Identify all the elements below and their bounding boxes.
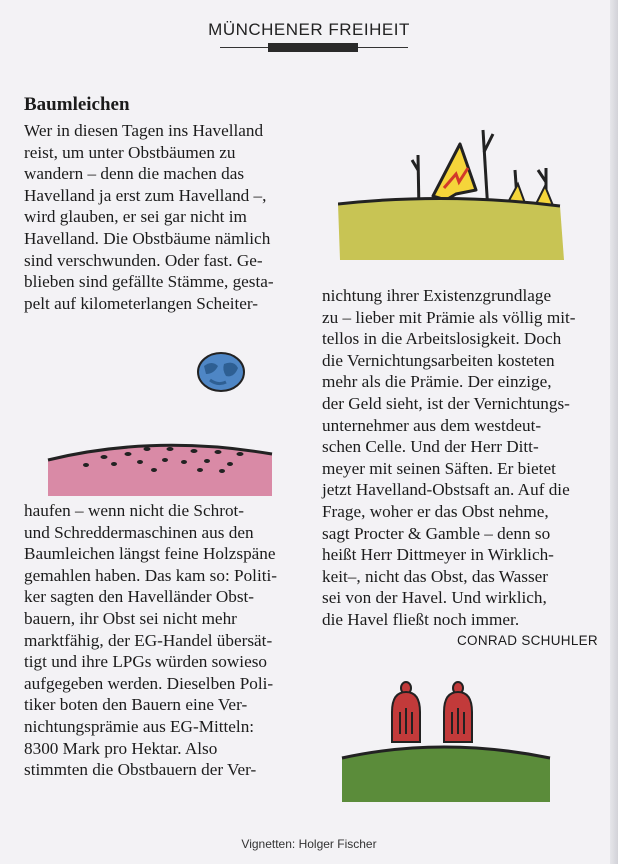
column-1-top-line: reist, um unter Obstbäumen zu: [24, 142, 236, 162]
tree-branch: [484, 134, 493, 152]
column-1-bottom-line: haufen – wenn nicht die Schrot-: [24, 501, 245, 520]
column-1-bottom-line: stimmten die Obstbauern der Ver-: [24, 760, 257, 780]
globe-illustration: [196, 350, 248, 394]
column-1-bottom-line: bauern, ihr Obst sei nicht mehr: [24, 608, 237, 628]
column-2-line: die Vernichtungsarbeiten kosteten: [322, 350, 555, 370]
column-2-line: meyer mit seinen Säften. Er bietet: [322, 458, 556, 478]
column-1-top-line: Havelland. Die Obstbäume nämlich: [24, 228, 271, 248]
column-2-line: zu – lieber mit Prämie als völlig mit-: [322, 307, 576, 327]
column-2-line: nichtung ihrer Existenzgrundlage: [322, 286, 552, 305]
column-2-line: heißt Herr Dittmeyer in Wirklich-: [322, 545, 554, 565]
column-1-top-line: pelt auf kilometerlangen Scheiter-: [24, 293, 258, 313]
burning-trees-illustration: [338, 122, 568, 262]
illustration-credit: Vignetten: Holger Fischer: [241, 837, 377, 851]
flame-shape: [433, 144, 476, 200]
column-2-line: unternehmer aus dem westdeut-: [322, 415, 542, 435]
green-hill: [338, 198, 564, 260]
section-title: MÜNCHENER FREIHEIT: [208, 20, 410, 39]
column-1-bottom-line: und Schreddermaschinen aus den: [24, 522, 254, 542]
header: [0, 20, 618, 40]
column-2: [322, 285, 575, 631]
column-1-bottom-line: nichtungsprämie aus EG-Mitteln:: [24, 716, 255, 736]
column-1-top-line: Wer in diesen Tagen ins Havelland: [24, 121, 264, 140]
column-1-top-line: wandern – denn die machen das: [24, 164, 245, 184]
column-2-line: tellos in die Arbeitslosigkeit. Doch: [322, 329, 562, 349]
column-1-top-line: sind verschwunden. Oder fast. Ge-: [24, 250, 263, 270]
column-1-top-line: Havelland ja erst zum Havelland –,: [24, 185, 267, 205]
column-2-line: schen Celle. Und der Herr Ditt-: [322, 437, 539, 457]
column-1-top-line: wird glauben, er sei gar nicht im: [24, 207, 247, 227]
column-2-line: jetzt Havelland-Obstsaft an. Auf die: [322, 480, 570, 500]
column-1-bottom-line: gemahlen haben. Das kam so: Politi-: [24, 565, 277, 585]
column-1-bottom-line: tiker boten den Bauern eine Ver-: [24, 695, 248, 715]
column-1-bottom-line: tigt und ihre LPGs würden sowieso: [24, 652, 267, 672]
column-1-top-line: blieben sind gefällte Stämme, gesta-: [24, 272, 274, 292]
author-byline: CONRAD SCHUHLER: [456, 633, 598, 648]
frauenkirche-towers-illustration: [338, 678, 554, 804]
column-2-line: der Geld sieht, ist der Vernichtungs-: [322, 393, 570, 413]
column-1-bottom-line: 8300 Mark pro Hektar. Also: [24, 738, 218, 758]
column-2-line: mehr als die Prämie. Der einzige,: [322, 372, 552, 392]
column-1-bottom-line: aufgegeben werden. Dieselben Poli-: [24, 673, 274, 693]
page-edge: [610, 0, 618, 864]
header-bar: [268, 43, 358, 52]
column-2-line: Frage, woher er das Obst nehme,: [322, 501, 549, 521]
column-1-bottom: [24, 500, 277, 781]
tower-left: [392, 682, 420, 742]
article-heading: Baumleichen: [24, 94, 130, 115]
column-1-bottom-line: marktfähig, der EG-Handel übersät-: [24, 630, 273, 650]
pink-hill-illustration: [44, 440, 276, 498]
dark-green-hill: [342, 747, 550, 802]
column-2-line: die Havel fließt noch immer.: [322, 609, 520, 629]
column-2-line: sei von der Havel. Und wirklich,: [322, 588, 547, 608]
column-2-line: keit–, nicht das Obst, das Wasser: [322, 566, 548, 586]
column-2-line: sagt Procter & Gamble – denn so: [322, 523, 551, 543]
column-1-bottom-line: Baumleichen längst feine Holzspäne: [24, 544, 276, 564]
tower-right: [444, 682, 472, 742]
column-1-top: [24, 120, 274, 314]
column-1-bottom-line: ker sagten den Havelländer Obst-: [24, 587, 255, 607]
